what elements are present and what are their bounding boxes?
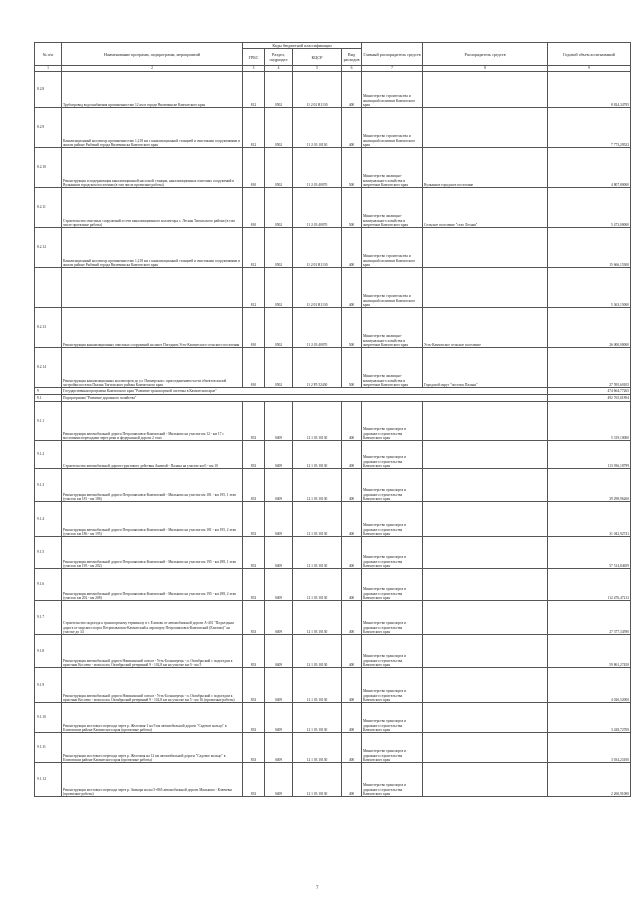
col-vr-header: Вид расходов [342, 49, 362, 66]
table-row [35, 228, 631, 268]
row-amount: 5 319,10000 [548, 402, 631, 441]
col-kcsr-header: КЦСР [293, 49, 342, 66]
row-grbs: 833 [243, 668, 265, 703]
col-main-manager-header: Главный распорядитель средств [362, 43, 423, 66]
row-name: Строительство подъезда к транспортному терминалу в г. Елизово от автомобильной дороги А-401 "Подъездная дорога от морского порта Петропавловск-Камчатский к аэропорту Петропавловск-Камчатский (Елизово)" на участке до 34 [62, 601, 243, 635]
row-amount: 7 773,29523 [548, 108, 631, 148]
row-section: 0409 [265, 703, 293, 733]
row-section: 0409 [265, 601, 293, 635]
row-kcsr: 12 1 03 10130 [293, 733, 342, 763]
col-number: 3 [243, 66, 265, 72]
row-amount: 474 664,77265 [548, 388, 631, 395]
row-section: 0409 [265, 635, 293, 668]
row-recipient: Вулканное городское поселение [423, 148, 548, 188]
row-number: 8.2.11 [35, 188, 62, 228]
row-recipient [423, 601, 548, 635]
row-main-manager: Министерство транспорта и дорожного строительства Камчатского края [362, 569, 423, 601]
row-kcsr: 12 1 03 10130 [293, 601, 342, 635]
row-kcsr: 11 2 03 40070 [293, 148, 342, 188]
row-main-manager: Министерство жилищно-коммунального хозяйства и энергетики Камчатского края [362, 188, 423, 228]
row-name: Трубопровод водоснабжения протяженностью 12 км в городе Вилючинске Камчатского края [62, 72, 243, 108]
col-amount-header: Годовой объем ассигнований [548, 43, 631, 66]
row-name: Реконструкция автомобильной дороги Петропавловск-Камчатский - Мильково на участке км 181 - км 195, 2 этап (участок км 186 - км 195) [62, 502, 243, 537]
row-name: Реконструкция автомобильной дороги Петропавловск-Камчатский - Мильково на участке км 195 - км 298, 1 этап (участок км 195 - км 202) [62, 537, 243, 569]
row-kcsr: 12 1 03 10130 [293, 469, 342, 502]
row-amount: 113 936,18799 [548, 441, 631, 469]
row-kcsr: 11 2 03 10130 [293, 108, 342, 148]
row-amount: 5 363,15000 [548, 268, 631, 308]
row-name: Реконструкция автомобильной дороги Петропавловск-Камчатский - Мильково на участке км 195 - км 298, 2 этап (участок км 202 - км 208) [62, 569, 243, 601]
table-row [35, 733, 631, 763]
table-row [35, 148, 631, 188]
row-main-manager: Министерство жилищно-коммунального хозяйства и энергетики Камчатского края [362, 148, 423, 188]
row-section: 0502 [265, 188, 293, 228]
table-row [35, 402, 631, 441]
row-grbs: 833 [243, 569, 265, 601]
row-recipient [423, 441, 548, 469]
budget-table-sheet [34, 42, 630, 797]
row-main-manager: Министерство транспорта и дорожного строительства Камчатского края [362, 763, 423, 797]
row-recipient: Сельское поселение "село Лесная" [423, 188, 548, 228]
row-section: 0502 [265, 348, 293, 388]
row-number: 9.1.11 [35, 733, 62, 763]
row-name: Реконструкция автомобильной дороги Начикинский совхоз - Усть-Большерецк - п. Октябрьский с подъездом к пристани Косоево - мохола км. Октябрьский резервный 9 - 102,8 км на участке км 0 - км 5 [62, 635, 243, 668]
row-name: Реконструкция мостового перехода через р. Желтовая-1 на 9 км автомобильной дороги "Садовое кольцо" в Елизовском районе Камчатского края (проектные работы) [62, 703, 243, 733]
row-main-manager: Министерство транспорта и дорожного строительства Камчатского края [362, 703, 423, 733]
table-row [35, 635, 631, 668]
row-vr: 500 [342, 348, 362, 388]
table-row [35, 537, 631, 569]
row-section: 0409 [265, 441, 293, 469]
row-main-manager: Министерство транспорта и дорожного строительства Камчатского края [362, 402, 423, 441]
row-kcsr: 12 1 03 10130 [293, 703, 342, 733]
row-main-manager: Министерство строительства и жилищной политики Камчатского края [362, 108, 423, 148]
row-main-manager: Министерство транспорта и дорожного строительства Камчатского края [362, 469, 423, 502]
row-grbs: 833 [243, 537, 265, 569]
row-main-manager: Министерство транспорта и дорожного строительства Камчатского края [362, 668, 423, 703]
row-main-manager: Министерство транспорта и дорожного строительства Камчатского края [362, 502, 423, 537]
row-grbs: 812 [243, 108, 265, 148]
program-title: Государственная программа Камчатского края "Развитие транспортной системы в Камчатском крае" [62, 388, 548, 395]
table-row [35, 308, 631, 348]
row-number: 9.1.3 [35, 469, 62, 502]
row-kcsr: 11 2 03 R1130 [293, 268, 342, 308]
row-kcsr: 11 2 02 R1130 [293, 72, 342, 108]
row-grbs: 833 [243, 601, 265, 635]
row-recipient [423, 469, 548, 502]
row-number: 9.1.6 [35, 569, 62, 601]
row-amount: 112 476,47212 [548, 569, 631, 601]
row-section: 0409 [265, 763, 293, 797]
row-number: 9.1.1 [35, 402, 62, 441]
row-number: 9.1.9 [35, 668, 62, 703]
row-number: 8.2.13 [35, 308, 62, 348]
row-number: 8.2.10 [35, 148, 62, 188]
row-recipient [423, 635, 548, 668]
row-number: 9.1.2 [35, 441, 62, 469]
row-section: 0409 [265, 402, 293, 441]
row-recipient [423, 703, 548, 733]
row-grbs: 833 [243, 502, 265, 537]
row-name: Реконструкция автомобильной дороги Начикинский совхоз - Усть-Большерецк - п. Октябрьский с подъездом к пристани Косоево - мохола км. Октябрьский резервный 9 - 102,8 км на участке км 5 - км 16 (проектные работы) [62, 668, 243, 703]
row-grbs: 812 [243, 228, 265, 268]
row-name: Реконструкция мостового перехода через р. Желтовая на 12 км автомобильной дороги "Садовое кольцо" в Елизовском районе Камчатского края (проектные работы) [62, 733, 243, 763]
row-recipient [423, 228, 548, 268]
row-vr: 400 [342, 763, 362, 797]
subtotal-row [35, 388, 631, 395]
row-recipient [423, 733, 548, 763]
page-number: 7 [316, 886, 319, 891]
row-section: 0409 [265, 569, 293, 601]
row-number: 8.2.9 [35, 108, 62, 148]
row-number: 8.2.14 [35, 348, 62, 388]
col-number: 6 [342, 66, 362, 72]
row-grbs: 810 [243, 148, 265, 188]
row-number: 9.1.5 [35, 537, 62, 569]
row-grbs: 833 [243, 402, 265, 441]
col-number: 5 [293, 66, 342, 72]
row-vr: 400 [342, 402, 362, 441]
row-kcsr: 12 1 03 10130 [293, 441, 342, 469]
row-amount: 27 595,60105 [548, 348, 631, 388]
row-vr: 400 [342, 537, 362, 569]
row-grbs: 812 [243, 72, 265, 108]
row-section: 0409 [265, 537, 293, 569]
row-recipient: Усть-Камчатское сельское поселение [423, 308, 548, 348]
row-amount: 59 861,27450 [548, 635, 631, 668]
row-name: Строительство автомобильной дороги грунтового действия Анавгай - Палана на участке км 0 - км 10 [62, 441, 243, 469]
row-name: Канализационный коллектор протяженностью 1,218 км с канализационной станцией и очистными сооружениями в жилом районе Рыбачий города Вилючинска Камчатского края [62, 108, 243, 148]
row-name: Реконструкция автомобильной дороги Петропавловск-Камчатский - Мильково на участке км 12 - км 17 с мостовыми переходами через реки и федеральной дороги 2 этап [62, 402, 243, 441]
row-grbs: 833 [243, 703, 265, 733]
row-amount: 492 765,01894 [548, 395, 631, 402]
row-grbs: 833 [243, 441, 265, 469]
row-kcsr: 12 1 03 10130 [293, 763, 342, 797]
row-vr: 400 [342, 635, 362, 668]
row-main-manager: Министерство жилищно-коммунального хозяйства и энергетики Камчатского края [362, 308, 423, 348]
col-name-header: Наименование программ, подпрограмм, мероприятий [62, 43, 243, 66]
row-vr: 400 [342, 469, 362, 502]
row-amount: 27 377,34590 [548, 601, 631, 635]
row-recipient: Городской округ "поселок Палана" [423, 348, 548, 388]
row-grbs: 833 [243, 763, 265, 797]
row-section: 0502 [265, 268, 293, 308]
row-section: 0502 [265, 108, 293, 148]
table-row [35, 188, 631, 228]
row-grbs: 810 [243, 188, 265, 228]
row-name: Реконструкция канализационных коллекторов до ул. Пионерская с присоединением части объектов жилой застройки поселка Палана Тигильского района Камчатского края [62, 348, 243, 388]
table-row [35, 348, 631, 388]
subtotal-row [35, 395, 631, 402]
col-number: 4 [265, 66, 293, 72]
row-kcsr: 12 1 03 10130 [293, 537, 342, 569]
row-name: Реконструкция канализационных очистных сооружений на мысе Погодном Усть-Камчатского сельского поселения [62, 308, 243, 348]
row-recipient [423, 108, 548, 148]
row-amount: 4 026,52000 [548, 668, 631, 703]
col-number: 8 [423, 66, 548, 72]
table-row [35, 703, 631, 733]
row-section: 0502 [265, 148, 293, 188]
col-classification-header: Коды бюджетной классификации [243, 43, 362, 49]
row-kcsr: 11 2 03 40070 [293, 188, 342, 228]
row-name: Строительство очистных сооружений и сети канализационного коллектора с. Лесная Тигильского района (в том числе проектные работы) [62, 188, 243, 228]
col-recipient-header: Распорядитель средств [423, 43, 548, 66]
row-name: Канализационный коллектор протяженностью 1,218 км с канализационной станцией и очистными сооружениями в жилом районе Рыбачий города Вилючинска Камчатского края [62, 228, 243, 268]
row-kcsr: 11 2 03 R1130 [293, 228, 342, 268]
row-section: 0502 [265, 72, 293, 108]
row-recipient [423, 72, 548, 108]
row-section: 0409 [265, 733, 293, 763]
row-name: Реконструкция автомобильной дороги Петропавловск-Камчатский - Мильково на участке км 181 - км 195, 1 этап (участок км 181 - км 186) [62, 469, 243, 502]
row-main-manager: Министерство строительства и жилищной политики Камчатского края [362, 228, 423, 268]
row-section: 0409 [265, 502, 293, 537]
row-vr: 400 [342, 108, 362, 148]
table-row [35, 569, 631, 601]
row-amount: 5 473,00000 [548, 188, 631, 228]
row-amount: 15 666,15300 [548, 228, 631, 268]
row-vr: 400 [342, 502, 362, 537]
row-vr: 400 [342, 228, 362, 268]
row-section: 0502 [265, 308, 293, 348]
row-grbs: 812 [243, 268, 265, 308]
table-row [35, 668, 631, 703]
budget-table [34, 42, 631, 797]
row-amount: 2 260,91000 [548, 763, 631, 797]
row-vr: 400 [342, 268, 362, 308]
col-number: 2 [62, 66, 243, 72]
row-recipient [423, 268, 548, 308]
row-kcsr: 12 1 03 10130 [293, 668, 342, 703]
table-row [35, 502, 631, 537]
row-kcsr: 11 2 03 40070 [293, 308, 342, 348]
row-name: Реконструкция и модернизация канализационной насосной станции, канализационных очистных сооружений в Вулканном городском поселении (в том числе проектные работы) [62, 148, 243, 188]
row-section: 0409 [265, 469, 293, 502]
row-number: 9.1.8 [35, 635, 62, 668]
col-grbs-header: ГРБС [243, 49, 265, 66]
table-row [35, 763, 631, 797]
row-main-manager: Министерство строительства и жилищной политики Камчатского края [362, 72, 423, 108]
row-section: 0409 [265, 668, 293, 703]
row-grbs: 833 [243, 733, 265, 763]
row-vr: 400 [342, 72, 362, 108]
row-main-manager: Министерство транспорта и дорожного строительства Камчатского края [362, 635, 423, 668]
row-section: 0502 [265, 228, 293, 268]
row-vr: 400 [342, 733, 362, 763]
row-grbs: 833 [243, 469, 265, 502]
row-main-manager: Министерство транспорта и дорожного строительства Камчатского края [362, 537, 423, 569]
row-amount: 26 000,00000 [548, 308, 631, 348]
row-vr: 500 [342, 188, 362, 228]
row-number: 9.1.10 [35, 703, 62, 733]
row-vr: 500 [342, 308, 362, 348]
row-amount: 4 807,80000 [548, 148, 631, 188]
col-number: 9 [548, 66, 631, 72]
row-recipient [423, 402, 548, 441]
row-number [35, 268, 62, 308]
row-amount: 3 034,23100 [548, 733, 631, 763]
row-kcsr: 12 1 03 10130 [293, 402, 342, 441]
row-main-manager: Министерство транспорта и дорожного строительства Камчатского края [362, 733, 423, 763]
col-num-header: № п/п [35, 43, 62, 66]
row-number: 9 [35, 388, 62, 395]
table-row [35, 108, 631, 148]
table-row [35, 601, 631, 635]
row-number: 8.2.8 [35, 72, 62, 108]
row-vr: 400 [342, 441, 362, 469]
row-kcsr: 12 1 03 10130 [293, 569, 342, 601]
row-number: 9.1.4 [35, 502, 62, 537]
row-recipient [423, 502, 548, 537]
row-recipient [423, 569, 548, 601]
row-vr: 500 [342, 148, 362, 188]
row-recipient [423, 763, 548, 797]
table-row [35, 72, 631, 108]
table-row [35, 268, 631, 308]
row-number: 9.1 [35, 395, 62, 402]
row-amount: 8 824,34795 [548, 72, 631, 108]
row-grbs: 810 [243, 348, 265, 388]
row-number: 9.1.12 [35, 763, 62, 797]
program-title: Подпрограмма "Развитие дорожного хозяйства" [62, 395, 548, 402]
row-name: Реконструкция мостового перехода через р. Авачара на км 5+865 автомобильной дороги Мильково - Ключевы (проектные работы) [62, 763, 243, 797]
table-row [35, 469, 631, 502]
row-recipient [423, 537, 548, 569]
row-amount: 39 298,96260 [548, 469, 631, 502]
col-number: 7 [362, 66, 423, 72]
row-vr: 400 [342, 703, 362, 733]
row-vr: 400 [342, 668, 362, 703]
row-name [62, 268, 243, 308]
row-kcsr: 12 1 03 10130 [293, 502, 342, 537]
row-kcsr: 12 1 03 10130 [293, 635, 342, 668]
row-kcsr: 11 2 P5 52430 [293, 348, 342, 388]
row-main-manager: Министерство транспорта и дорожного строительства Камчатского края [362, 441, 423, 469]
row-amount: 3 428,72700 [548, 703, 631, 733]
row-vr: 400 [342, 569, 362, 601]
row-amount: 57 514,84659 [548, 537, 631, 569]
row-number: 8.2.12 [35, 228, 62, 268]
row-grbs: 810 [243, 308, 265, 348]
col-number: 1 [35, 66, 62, 72]
row-recipient [423, 668, 548, 703]
col-section-header: Раздел, подраздел [265, 49, 293, 66]
row-amount: 31 042,92741 [548, 502, 631, 537]
row-vr: 400 [342, 601, 362, 635]
row-grbs: 833 [243, 635, 265, 668]
table-row [35, 441, 631, 469]
row-main-manager: Министерство строительства и жилищной политики Камчатского края [362, 268, 423, 308]
row-number: 9.1.7 [35, 601, 62, 635]
row-main-manager: Министерство жилищно-коммунального хозяйства и энергетики Камчатского края [362, 348, 423, 388]
row-main-manager: Министерство транспорта и дорожного строительства Камчатского края [362, 601, 423, 635]
